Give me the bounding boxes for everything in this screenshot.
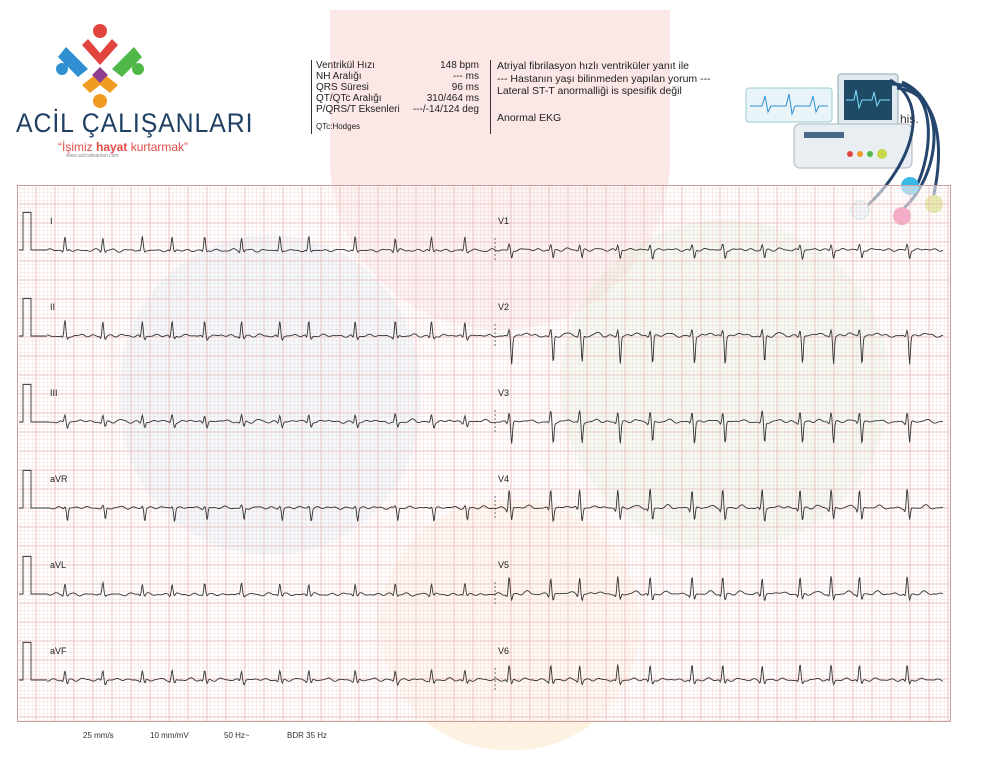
interpretation-panel bbox=[497, 60, 711, 124]
lead-label-v1: V1 bbox=[498, 216, 510, 226]
measurement-label: QRS Süresi bbox=[316, 82, 369, 93]
lead-label-v3: V3 bbox=[498, 388, 510, 398]
measurement-row bbox=[316, 82, 479, 93]
paper-speed-label: 25 mm/s bbox=[83, 731, 114, 740]
brand-slogan: “İşimiz hayat kurtarmak” bbox=[58, 140, 189, 154]
brand-name: ACİL ÇALIŞANLARI bbox=[16, 108, 254, 138]
measures-divider bbox=[311, 60, 312, 134]
measurement-value: 310/464 ms bbox=[426, 93, 479, 104]
measurement-value: 96 ms bbox=[451, 82, 479, 93]
brand-logo bbox=[20, 10, 220, 180]
lead-label-iii: III bbox=[50, 388, 58, 398]
monitor-caption: his. bbox=[900, 112, 919, 126]
lead-label-i: I bbox=[50, 216, 53, 226]
bandwidth-label: BDR 35 Hz bbox=[287, 731, 328, 740]
ecg-chart bbox=[17, 185, 951, 722]
lead-label-avl: aVL bbox=[50, 560, 67, 570]
lead-label-v5: V5 bbox=[498, 560, 510, 570]
lead-label-ii: II bbox=[50, 302, 56, 312]
measurement-row bbox=[316, 60, 479, 71]
measurement-value: --- ms bbox=[452, 71, 479, 82]
measurement-label: NH Aralığı bbox=[316, 71, 362, 82]
lead-label-v2: V2 bbox=[498, 302, 510, 312]
interpretation-line: Anormal EKG bbox=[497, 111, 562, 124]
filter-label: 50 Hz~ bbox=[224, 731, 250, 740]
gain-label: 10 mm/mV bbox=[150, 731, 189, 740]
lead-label-v4: V4 bbox=[498, 474, 510, 484]
interpretation-line: Lateral ST-T anormalliği is spesifik değil bbox=[497, 85, 682, 97]
brand-website: www.acilcalisanlari.com bbox=[66, 153, 119, 159]
measurement-row bbox=[316, 71, 479, 82]
interpretation-line: Atriyal fibrilasyon hızlı ventriküler yanıt ile bbox=[497, 60, 689, 72]
interpretation-divider bbox=[490, 60, 491, 134]
measurement-row bbox=[316, 104, 479, 115]
qtc-method-note: QTc:Hodges bbox=[316, 122, 361, 131]
lead-label-v6: V6 bbox=[498, 646, 510, 656]
measurement-row bbox=[316, 93, 479, 104]
measurement-label: Ventrikül Hızı bbox=[316, 60, 375, 71]
measurement-panel bbox=[316, 60, 479, 132]
lead-label-avr: aVR bbox=[50, 474, 68, 484]
measurement-value: 148 bpm bbox=[440, 60, 479, 71]
measurement-label: P/QRS/T Eksenleri bbox=[316, 104, 400, 115]
interpretation-line: --- Hastanın yaşı bilinmeden yapılan yorum --- bbox=[497, 72, 711, 85]
lead-label-avf: aVF bbox=[50, 646, 67, 656]
ecg-paper bbox=[17, 185, 951, 722]
measurement-value: ---/-14/124 deg bbox=[412, 104, 479, 115]
measurement-label: QT/QTc Aralığı bbox=[316, 93, 382, 104]
